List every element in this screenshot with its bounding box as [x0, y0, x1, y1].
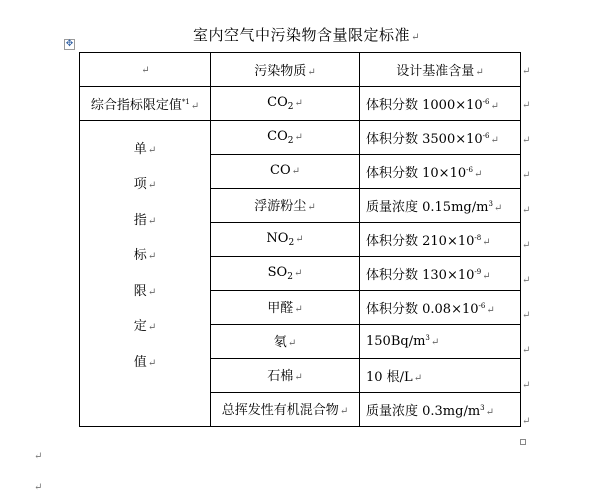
pollutant-name-cell[interactable]: $CO_2↵$: [211, 121, 360, 155]
pollutant-row: [80, 121, 521, 155]
row-end-mark: ↵: [522, 345, 531, 356]
paragraph-mark: ↵: [411, 32, 420, 43]
design-value-cell[interactable]: 质量浓度 $0.3mg/m^3↵$: [360, 393, 521, 427]
row-end-mark: ↵: [522, 135, 531, 146]
composite-pollutant-cell[interactable]: $CO_2↵$: [211, 87, 360, 121]
pollutant-standard-table: [79, 52, 521, 427]
single-item-limit-label-cell[interactable]: [80, 121, 211, 427]
design-value-cell[interactable]: 10 根/L↵: [360, 359, 521, 393]
label-char: 值↵: [133, 354, 157, 370]
composite-row: [80, 87, 521, 121]
design-value-cell[interactable]: 体积分数 $0.08\times 10^{-6}↵$: [360, 291, 521, 325]
label-char: 限↵: [133, 283, 157, 299]
pollutant-name-cell[interactable]: 氡↵: [211, 325, 360, 359]
paragraph-mark: ↵: [141, 65, 150, 76]
pollutant-name-cell[interactable]: 浮游粉尘↵: [211, 189, 360, 223]
row-end-mark: ↵: [522, 100, 531, 111]
paragraph-mark: ↵: [190, 101, 200, 112]
composite-label-cell[interactable]: 综合指标限定值$^{*1}$↵: [80, 87, 211, 121]
empty-paragraph-mark[interactable]: ↵: [34, 482, 43, 493]
design-value-cell[interactable]: 体积分数 $10\times 10^{-6}↵$: [360, 155, 521, 189]
label-char: 单↵: [133, 141, 157, 157]
pollutant-name-cell[interactable]: 甲醛↵: [211, 291, 360, 325]
row-end-mark: ↵: [522, 66, 531, 77]
document-title: [0, 24, 613, 45]
design-value-cell[interactable]: 体积分数 $130\times 10^{-9}↵$: [360, 257, 521, 291]
label-char: 标↵: [133, 248, 157, 264]
label-char: 定↵: [133, 319, 157, 335]
row-end-mark: ↵: [522, 275, 531, 286]
pollutant-name-cell[interactable]: 石棉↵: [211, 359, 360, 393]
label-char: 指↵: [133, 212, 157, 228]
row-end-mark: ↵: [522, 310, 531, 321]
row-end-mark: ↵: [522, 380, 531, 391]
footnote-marker: *1: [181, 98, 190, 106]
header-cell-empty[interactable]: [80, 53, 211, 87]
row-end-mark: ↵: [522, 205, 531, 216]
table-resize-handle[interactable]: [520, 439, 526, 445]
empty-paragraph-mark[interactable]: ↵: [34, 451, 43, 462]
row-end-mark: ↵: [522, 240, 531, 251]
design-value-cell[interactable]: $150Bq/m^3↵$: [360, 325, 521, 359]
design-value-cell[interactable]: 体积分数 $210\times 10^{-8}↵$: [360, 223, 521, 257]
row-end-mark: ↵: [522, 170, 531, 181]
design-value-cell[interactable]: 质量浓度 $0.15mg/m^3↵$: [360, 189, 521, 223]
composite-value-cell[interactable]: 体积分数 $1000\times 10^{-6}↵$: [360, 87, 521, 121]
label-char: 项↵: [133, 177, 157, 193]
table-header-row: [80, 53, 521, 87]
table-move-handle-icon[interactable]: ✥: [65, 39, 74, 49]
paragraph-mark: ↵: [307, 67, 316, 78]
header-cell-design-content[interactable]: 设计基准含量↵: [360, 53, 521, 87]
pollutant-name-cell[interactable]: 总挥发性有机混合物↵: [211, 393, 360, 427]
design-value-cell[interactable]: 体积分数 $3500\times 10^{-6}↵$: [360, 121, 521, 155]
pollutant-name-cell[interactable]: $SO_2↵$: [211, 257, 360, 291]
title-text: 室内空气中污染物含量限定标准: [193, 26, 411, 44]
paragraph-mark: ↵: [475, 67, 484, 78]
header-cell-pollutant[interactable]: 污染物质↵: [211, 53, 360, 87]
pollutant-name-cell[interactable]: $NO_2↵$: [211, 223, 360, 257]
row-end-mark: ↵: [522, 416, 531, 427]
pollutant-name-cell[interactable]: CO↵: [211, 155, 360, 189]
